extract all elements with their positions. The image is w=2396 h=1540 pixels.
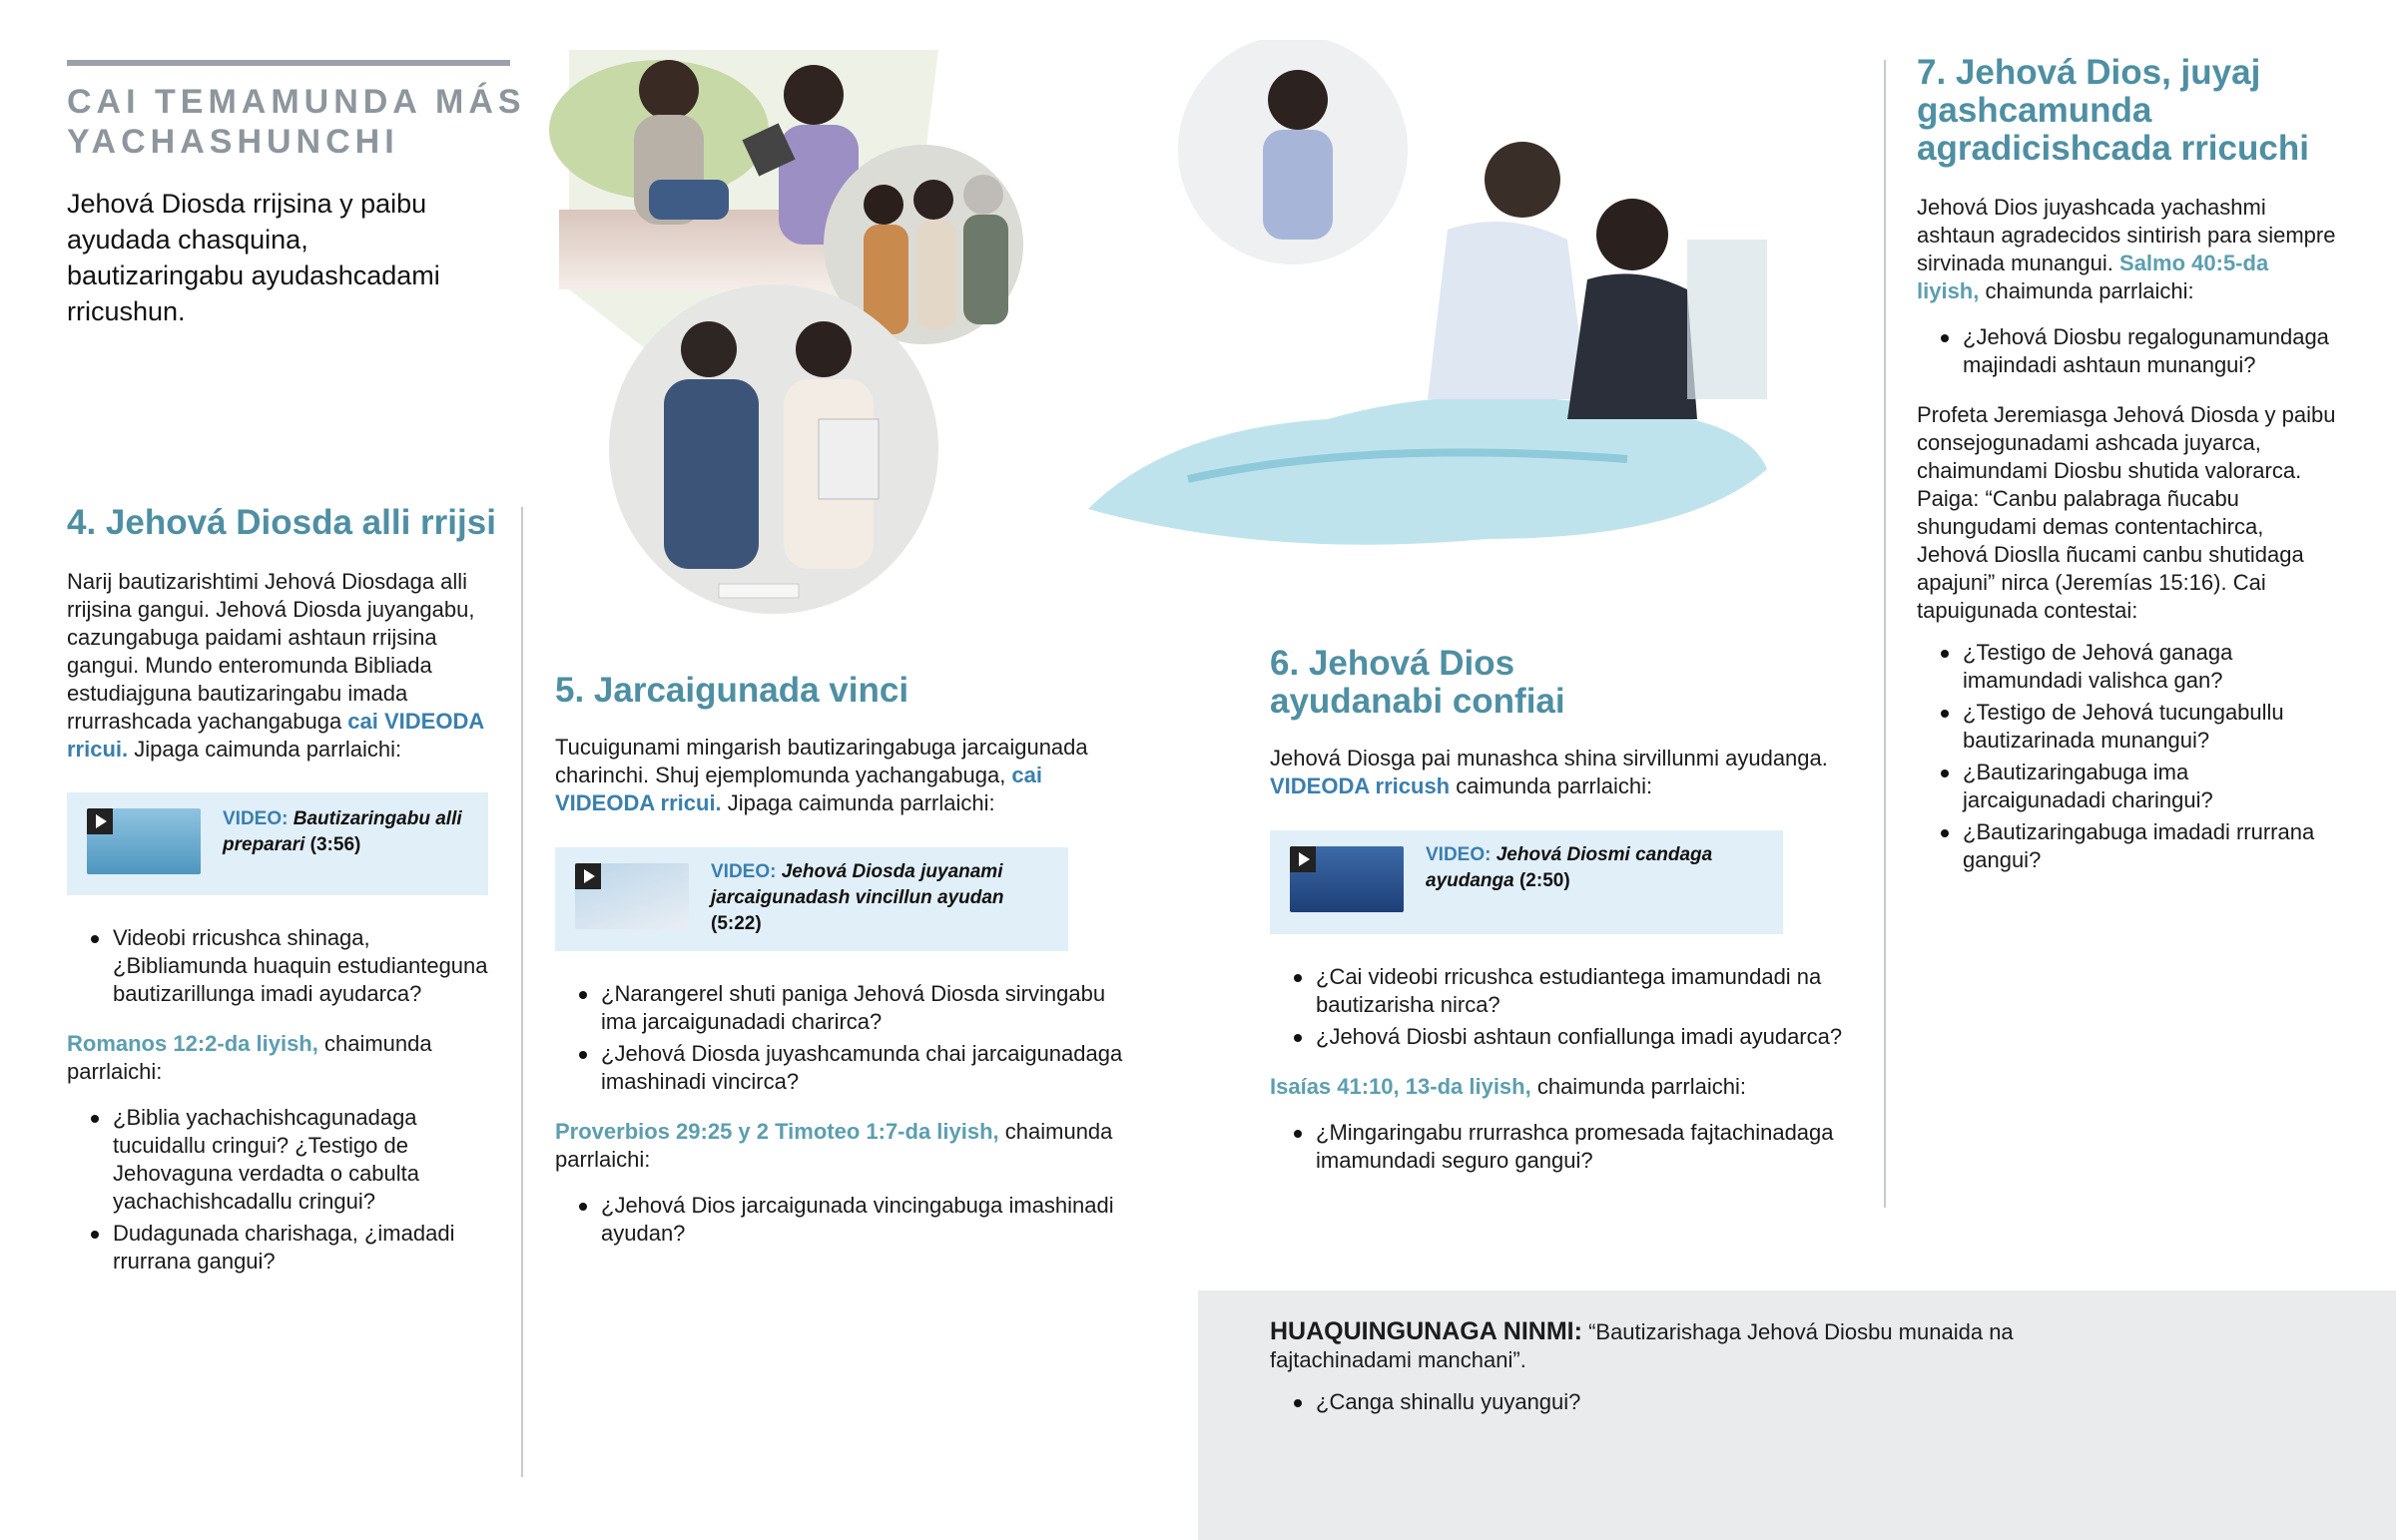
video-title: Jehová Diosda juyanami jarcaigunadash vincillun ayudan xyxy=(711,861,1004,908)
video-card-6[interactable] xyxy=(1270,830,1783,934)
question-list xyxy=(555,980,1134,1096)
question: ¿Bautizaringabuga ima jarcaigunadadi charingui? xyxy=(1963,759,2336,814)
question-list xyxy=(67,924,496,1008)
section-4-title: 4. Jehová Diosda alli rrijsi xyxy=(67,503,496,542)
section-7 xyxy=(1917,54,2336,878)
video-duration: (2:50) xyxy=(1518,870,1570,891)
question: ¿Jehová Diosbu regalogunamundaga majindadi ashtaun munangui? xyxy=(1963,323,2336,379)
question-list xyxy=(1270,1388,2049,1416)
scripture-reference[interactable]: Isaías 41:10, 13-da liyish, xyxy=(1270,1074,1531,1099)
column-divider xyxy=(521,507,523,1477)
dig-deeper-heading: CAI TEMAMUNDA MÁS YACHASHUNCHI xyxy=(67,83,526,161)
scripture-reference[interactable]: Proverbios 29:25 y 2 Timoteo 1:7-da liyish, xyxy=(555,1119,999,1144)
video-label: VIDEO: xyxy=(223,808,289,829)
section-5-title: 5. Jarcaigunada vinci xyxy=(555,671,909,710)
column-divider xyxy=(1884,60,1886,1208)
question-list xyxy=(67,1104,496,1276)
section-5-paragraph: Tucuigunami mingarish bautizaringabuga jarcaigunada charinchi. Shuj ejemplomunda yachangabuga, cai VIDEODA rricui. Jipaga caimunda parrlaichi: xyxy=(555,735,1088,815)
question-list xyxy=(1917,639,2336,874)
section-6-title: 6. Jehová Dios ayudanabi confiai xyxy=(1270,644,1565,721)
question: ¿Testigo de Jehová ganaga imamundadi valishca gan? xyxy=(1963,639,2336,695)
play-icon[interactable] xyxy=(575,863,601,889)
video-link[interactable]: cai VIDEODA rricui. xyxy=(67,709,484,762)
question: ¿Cai videobi rricushca estudiantega imamundadi na bautizarisha nirca? xyxy=(1316,963,1869,1019)
question-list xyxy=(1917,323,2336,379)
intro-text: Jehová Diosda rrijsina y paibu ayudada chasquina, bautizaringabu ayudashcadami rricushun. xyxy=(67,189,440,326)
play-icon[interactable] xyxy=(1290,846,1316,872)
question: ¿Bautizaringabuga imadadi rrurrana gangui? xyxy=(1963,818,2336,874)
scripture-reference[interactable]: Romanos 12:2-da liyish, xyxy=(67,1031,318,1056)
question: ¿Jehová Diosbi ashtaun confiallunga imadi ayudarca? xyxy=(1316,1023,1869,1051)
section-6-paragraph: Jehová Diosga pai munashca shina sirvillunmi ayudanga. VIDEODA rricush caimunda parrlaichi: xyxy=(1270,746,1828,798)
video-link[interactable]: VIDEODA rricush xyxy=(1270,773,1451,798)
video-title: Bautizaringabu alli preparari xyxy=(223,808,462,855)
video-title: Jehová Diosmi candaga ayudanga xyxy=(1426,844,1713,891)
question: ¿Jehová Diosda juyashcamunda chai jarcaigunadaga imashinadi vincirca? xyxy=(601,1040,1134,1096)
question: ¿Canga shinallu yuyangui? xyxy=(1316,1388,2049,1416)
section-7-paragraph: Jehová Dios juyashcada yachashmi ashtaun agradecidos sintirish para siempre sirvinada munangui. Salmo 40:5-da liyish, chaimunda parrlaichi: xyxy=(1917,195,2336,303)
video-thumbnail xyxy=(1290,846,1404,912)
question: ¿Biblia yachachishcagunadaga tucuidallu cringui? ¿Testigo de Jehovaguna verdadta o cabulta yachachishcadallu cringui? xyxy=(113,1104,496,1216)
question-list xyxy=(555,1192,1134,1248)
section-7-paragraph-2: Profeta Jeremiasga Jehová Diosda y paibu consejogunadami ashcada juyarca, chaimundami Diosbu shutida valorarca. Paiga: “Canbu palabraga ñucabu shungudami demas contentachirca, Jehová Dioslla ñucami canbu shutidaga apajuni” nirca (Jeremías 15:16). Cai tapuigunada contestai: xyxy=(1917,402,2336,623)
section-4 xyxy=(67,504,496,764)
video-label: VIDEO: xyxy=(1426,844,1492,865)
section-4-paragraph: Narij bautizarishtimi Jehová Diosdaga alli rrijsina gangui. Jehová Diosda juyangabu, cazungabuga paidami ashtaun rrijsina gangui. Mundo enteromunda Bibliada estudiajguna bautizaringabu imada rrurrashcada yachangabuga cai VIDEODA rricui. Jipaga caimunda parrlaichi: xyxy=(67,569,484,762)
video-card-5[interactable] xyxy=(555,847,1068,951)
question: Dudagunada charishaga, ¿imadadi rrurrana gangui? xyxy=(113,1220,496,1276)
question-list xyxy=(1270,963,1869,1051)
video-thumbnail xyxy=(87,808,201,874)
question-list xyxy=(1270,1119,1869,1175)
video-label: VIDEO: xyxy=(711,861,777,882)
video-card-4[interactable] xyxy=(67,792,488,895)
header-rule xyxy=(67,60,510,66)
question: Videobi rricushca shinaga, ¿Bibliamunda huaquin estudianteguna bautizarillunga imadi ayudarca? xyxy=(113,924,496,1008)
video-thumbnail xyxy=(575,863,689,929)
question: ¿Testigo de Jehová tucungabullu bautizarinada munangui? xyxy=(1963,699,2336,755)
some-people-say xyxy=(1270,1317,2049,1420)
section-5 xyxy=(555,672,1134,817)
section-7-title: 7. Jehová Dios, juyaj gashcamunda agradicishcada rricuchi xyxy=(1917,53,2309,168)
section-6 xyxy=(1270,645,1869,800)
question: ¿Narangerel shuti paniga Jehová Diosda sirvingabu ima jarcaigunadadi charirca? xyxy=(601,980,1134,1036)
some-people-say-quote: “Bautizarishaga Jehová Diosbu munaida na fajtachinadami manchani”. xyxy=(1270,1319,2014,1372)
question: ¿Jehová Dios jarcaigunada vincingabuga imashinadi ayudan? xyxy=(601,1192,1134,1248)
video-link[interactable]: cai VIDEODA rricui. xyxy=(555,763,1043,815)
video-duration: (5:22) xyxy=(711,913,762,934)
question: ¿Mingaringabu rrurrashca promesada fajtachinadaga imamundadi seguro gangui? xyxy=(1316,1119,1869,1175)
play-icon[interactable] xyxy=(87,808,113,834)
illustration-baptism xyxy=(1068,40,1787,599)
some-people-say-label: HUAQUINGUNAGA NINMI: xyxy=(1270,1317,1582,1345)
video-duration: (3:56) xyxy=(309,834,361,855)
scripture-reference[interactable]: Salmo 40:5-da liyish, xyxy=(1917,251,2269,303)
